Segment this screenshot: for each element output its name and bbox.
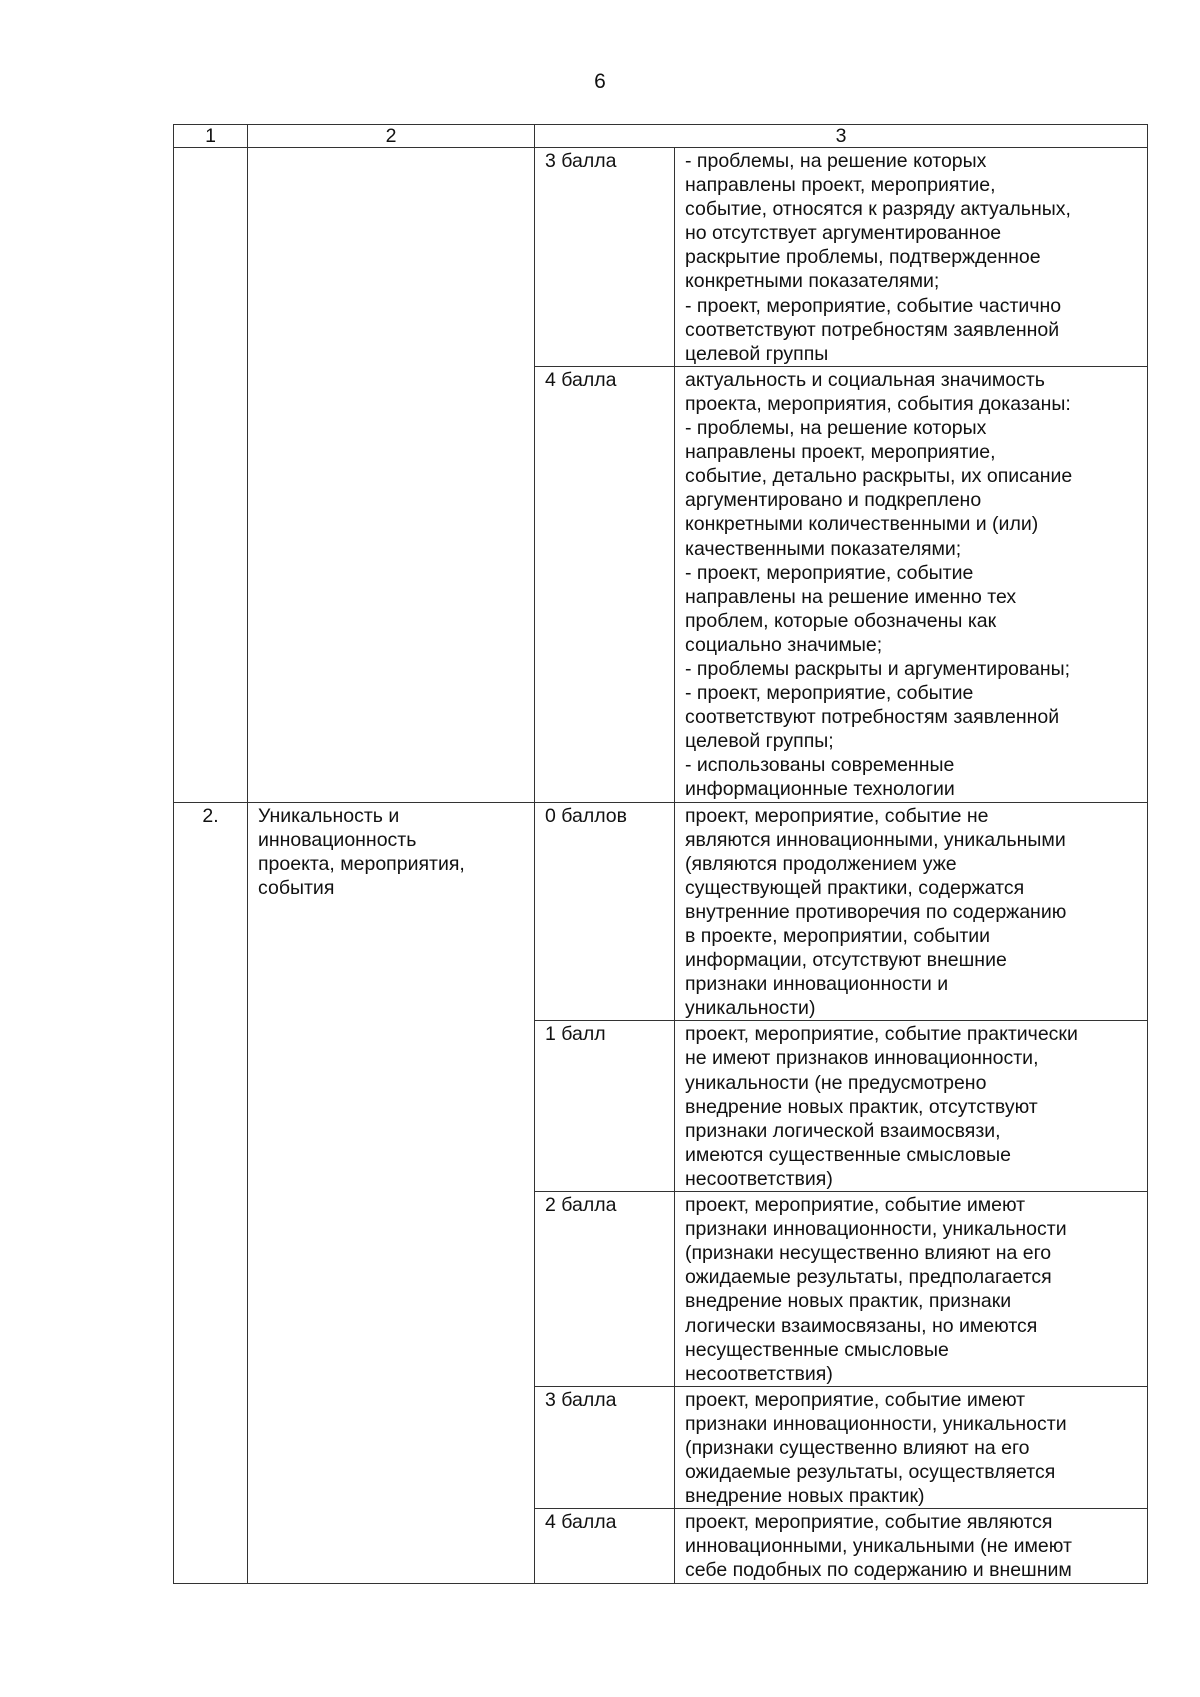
description-line: проблем, которые обозначены как bbox=[685, 609, 997, 632]
description-line: проект, мероприятие, событие имеют bbox=[685, 1388, 1026, 1411]
description-line: уникальности) bbox=[685, 997, 816, 1020]
description-line: уникальности (не предусмотрено bbox=[685, 1071, 987, 1094]
table-row bbox=[174, 148, 1148, 367]
description-line: событие, относятся к разряду актуальных, bbox=[685, 198, 1071, 221]
column-header-2: 2 bbox=[248, 125, 535, 148]
criterion-name-line: Уникальность и bbox=[258, 804, 400, 827]
description-line: - проблемы, на решение которых bbox=[685, 150, 987, 172]
description-line: конкретными количественными и (или) bbox=[685, 513, 1039, 536]
score-description bbox=[675, 802, 1148, 1021]
score-cell: 3 балла bbox=[535, 148, 675, 367]
description-line: целевой группы; bbox=[685, 730, 834, 753]
criterion-name-line: события bbox=[258, 876, 335, 899]
description-line: внутренние противоречия по содержанию bbox=[685, 900, 1067, 923]
score-cell: 3 балла bbox=[535, 1386, 675, 1508]
description-line: аргументировано и подкреплено bbox=[685, 489, 982, 512]
score-cell: 4 балла bbox=[535, 366, 675, 802]
table-row bbox=[174, 802, 1148, 1021]
description-line: признаки инновационности, уникальности bbox=[685, 1218, 1067, 1241]
description-line: соответствуют потребностям заявленной bbox=[685, 706, 1060, 729]
score-description bbox=[675, 1386, 1148, 1508]
description-line: признаки инновационности, уникальности bbox=[685, 1412, 1067, 1435]
description-line: не имеют признаков инновационности, bbox=[685, 1047, 1039, 1070]
description-line: - проблемы, на решение которых bbox=[685, 417, 987, 440]
description-line: несоответствия) bbox=[685, 1362, 833, 1385]
description-line: ожидаемые результаты, осуществляется bbox=[685, 1461, 1056, 1484]
criterion-name bbox=[248, 802, 535, 1583]
criterion-number: 2. bbox=[174, 802, 248, 1583]
description-line: - проблемы раскрыты и аргументированы; bbox=[685, 657, 1071, 680]
description-line: признаки логической взаимосвязи, bbox=[685, 1119, 1001, 1142]
description-line: - проект, мероприятие, событие bbox=[685, 682, 974, 705]
description-line: качественными показателями; bbox=[685, 537, 962, 560]
description-line: направлены на решение именно тех bbox=[685, 585, 1017, 608]
description-line: внедрение новых практик, признаки bbox=[685, 1290, 1012, 1313]
score-description bbox=[675, 148, 1148, 367]
score-description bbox=[675, 366, 1148, 802]
description-line: событие, детально раскрыты, их описание bbox=[685, 465, 1073, 488]
score-cell: 2 балла bbox=[535, 1192, 675, 1387]
description-line: проект, мероприятие, событие не bbox=[685, 804, 989, 827]
criterion-number bbox=[174, 148, 248, 803]
criterion-name-line: инновационность bbox=[258, 828, 417, 851]
criteria-table bbox=[173, 124, 1148, 1584]
description-line: (признаки несущественно влияют на его bbox=[685, 1242, 1052, 1265]
score-cell: 1 балл bbox=[535, 1021, 675, 1192]
description-line: инновационными, уникальными (не имеют bbox=[685, 1535, 1072, 1558]
description-line: но отсутствует аргументированное bbox=[685, 222, 1002, 245]
description-line: конкретными показателями; bbox=[685, 270, 940, 293]
description-line: внедрение новых практик) bbox=[685, 1485, 925, 1508]
description-line: ожидаемые результаты, предполагается bbox=[685, 1266, 1052, 1289]
description-line: несоответствия) bbox=[685, 1167, 833, 1190]
description-line: раскрытие проблемы, подтвержденное bbox=[685, 246, 1041, 269]
description-line: проект, мероприятие, событие имеют bbox=[685, 1194, 1026, 1217]
score-description bbox=[675, 1509, 1148, 1583]
description-line: (признаки существенно влияют на его bbox=[685, 1436, 1030, 1459]
description-line: себе подобных по содержанию и внешним bbox=[685, 1559, 1072, 1582]
description-line: проект, мероприятие, событие практически bbox=[685, 1023, 1078, 1046]
description-line: существующей практики, содержатся bbox=[685, 876, 1025, 899]
column-header-1: 1 bbox=[174, 125, 248, 148]
description-line: в проекте, мероприятии, событии bbox=[685, 925, 991, 947]
description-line: - проект, мероприятие, событие bbox=[685, 561, 974, 584]
description-line: информационные технологии bbox=[685, 778, 955, 801]
score-cell: 4 балла bbox=[535, 1509, 675, 1583]
description-line: проект, мероприятие, событие являются bbox=[685, 1511, 1053, 1534]
page-number: 6 bbox=[594, 70, 606, 93]
description-line: проекта, мероприятия, события доказаны: bbox=[685, 392, 1071, 415]
description-line: имеются существенные смысловые bbox=[685, 1143, 1012, 1166]
description-line: внедрение новых практик, отсутствуют bbox=[685, 1095, 1038, 1118]
description-line: (являются продолжением уже bbox=[685, 852, 957, 875]
description-line: являются инновационными, уникальными bbox=[685, 828, 1066, 851]
table-header-row bbox=[174, 125, 1148, 148]
description-line: направлены проект, мероприятие, bbox=[685, 174, 996, 197]
criterion-name bbox=[248, 148, 535, 803]
description-line: - использованы современные bbox=[685, 754, 955, 777]
column-header-3: 3 bbox=[535, 125, 1148, 148]
description-line: несущественные смысловые bbox=[685, 1338, 949, 1361]
description-line: актуальность и социальная значимость bbox=[685, 368, 1045, 391]
description-line: целевой группы bbox=[685, 342, 829, 365]
description-line: - проект, мероприятие, событие частично bbox=[685, 294, 1062, 317]
description-line: логически взаимосвязаны, но имеются bbox=[685, 1314, 1038, 1337]
description-line: соответствуют потребностям заявленной bbox=[685, 318, 1060, 341]
score-description bbox=[675, 1021, 1148, 1192]
description-line: информации, отсутствуют внешние bbox=[685, 949, 1007, 972]
score-cell: 0 баллов bbox=[535, 802, 675, 1021]
description-line: социально значимые; bbox=[685, 633, 883, 656]
criterion-name-line: проекта, мероприятия, bbox=[258, 852, 465, 875]
description-line: направлены проект, мероприятие, bbox=[685, 441, 996, 464]
score-description bbox=[675, 1192, 1148, 1387]
description-line: признаки инновационности и bbox=[685, 973, 949, 996]
